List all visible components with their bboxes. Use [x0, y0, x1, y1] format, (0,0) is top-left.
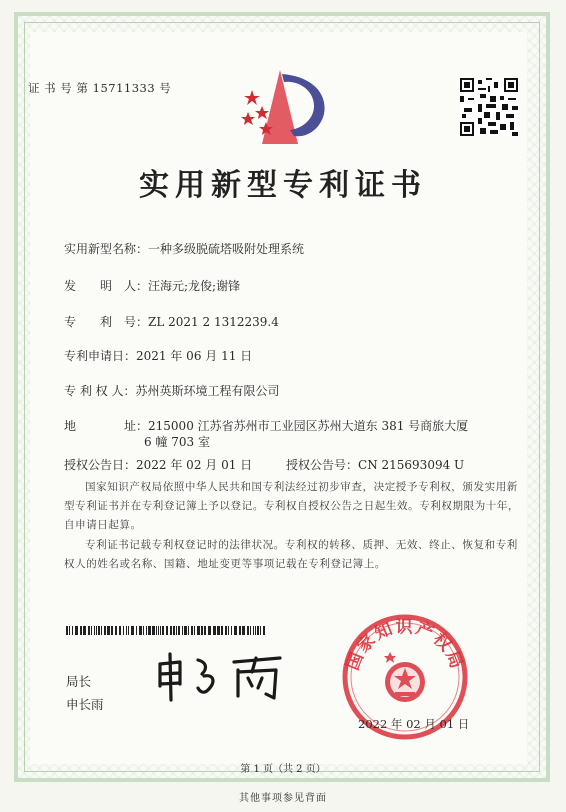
field-patent-number: [64, 313, 279, 330]
field-patentee: [64, 382, 279, 399]
field-label: 专 利 权 人：: [64, 384, 136, 398]
notice-paragraph-2: 专利证书记载专利权登记时的法律状况。专利权的转移、质押、无效、终止、恢复和专利权人的姓名或名称、国籍、地址变更等事项记载在专利登记簿上。: [64, 539, 518, 570]
page-indicator: 第 1 页（共 2 页）: [240, 764, 326, 775]
field-address-line2: [144, 433, 210, 450]
field-grant-date: [64, 456, 252, 473]
field-grant-publication-number: [286, 456, 464, 473]
field-value: 6 幢 703 室: [144, 435, 210, 449]
field-value: 一种多级脱硫塔吸附处理系统: [148, 242, 305, 256]
field-value: 苏州英斯环境工程有限公司: [135, 384, 280, 398]
seal-date: 2022 年 02 月 01 日: [358, 717, 470, 731]
national-emblem-icon: [384, 652, 425, 702]
field-value: ZL 2021 2 1312239.4: [148, 315, 279, 329]
field-value: 215000 江苏省苏州市工业园区苏州大道东 381 号商旅大厦: [148, 419, 469, 433]
barcode-strip: [66, 626, 266, 635]
handwritten-signature: [154, 652, 294, 702]
field-value: CN 215693094 U: [358, 458, 465, 472]
cnipa-emblem-icon: [238, 68, 330, 144]
field-inventors: [64, 277, 240, 294]
field-label: 地 址：: [64, 419, 149, 433]
field-address: [64, 417, 468, 434]
notice-paragraph-1: 国家知识产权局依照中华人民共和国专利法经过初步审查，决定授予专利权，颁发实用新型专利证书并在专利登记簿上予以登记。专利权自授权公告之日起生效。专利权期限为十年，自申请日起算。: [64, 481, 520, 531]
field-value: 2022 年 02 月 01 日: [136, 458, 253, 472]
field-label: 授权公告日：: [64, 458, 137, 472]
field-label: 授权公告号：: [286, 458, 359, 472]
footer-note: 其他事项参见背面: [239, 793, 327, 804]
certificate-number: 证 书 号 第 15711333 号: [28, 81, 172, 95]
signatory-role: 局长: [66, 674, 92, 689]
signatory-name: 申长雨: [66, 697, 104, 712]
qr-code-icon: [460, 78, 518, 136]
field-label: 专 利 号：: [64, 315, 149, 329]
certificate-title: 实用新型专利证书: [139, 168, 427, 203]
field-label: 发 明 人：: [64, 279, 149, 293]
field-filing-date: [64, 347, 252, 364]
seal-text: 国家知识产权局: [342, 617, 468, 674]
field-label: 专利申请日：: [64, 349, 137, 363]
field-value: 汪海元;龙俊;谢锋: [148, 279, 241, 293]
field-label: 实用新型名称：: [64, 242, 149, 256]
field-value: 2021 年 06 月 11 日: [136, 349, 253, 363]
field-utility-model-name: [64, 240, 304, 257]
